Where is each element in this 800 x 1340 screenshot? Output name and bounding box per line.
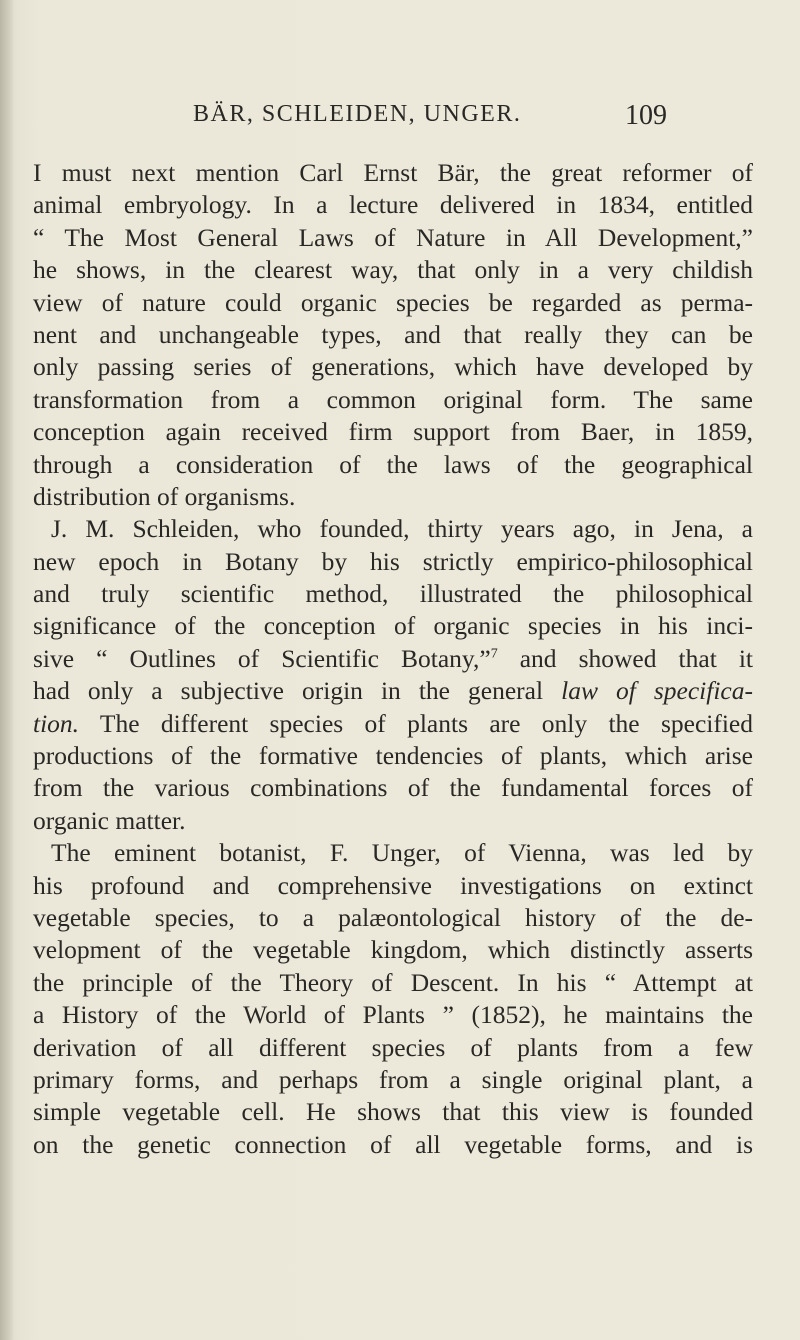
text-line: and truly scientific method, illustrated the philosophical: [33, 579, 753, 609]
text-line: I must next mention Carl Ernst Bär, the great reformer of: [33, 158, 753, 187]
text-span: had only a subjective origin in the general: [33, 676, 562, 706]
body-text: [33, 157, 753, 1161]
text-line: view of nature could organic species be regarded as perma-: [33, 287, 753, 317]
footnote-marker: 7: [490, 646, 498, 662]
text-line: transformation from a common original form. The same: [33, 384, 753, 414]
text-line: from the various combinations of the fundamental forces of: [33, 773, 753, 803]
text-line: he shows, in the clearest way, that only in a very childish: [33, 255, 753, 285]
text-line: a History of the World of Plants ” (1852), he maintains the: [33, 1000, 753, 1030]
text-line: vegetable species, to a palæontological history of the de-: [33, 902, 753, 932]
text-span: and showed that it: [497, 643, 753, 673]
text-line: simple vegetable cell. He shows that this view is founded: [33, 1097, 753, 1127]
text-span: sive “ Outlines of Scientific Botany,”: [33, 643, 491, 673]
text-line: only passing series of generations, which have developed by: [33, 352, 753, 382]
text-line: derivation of all different species of plants from a few: [33, 1032, 753, 1062]
text-line: animal embryology. In a lecture delivered in 1834, entitled: [33, 190, 753, 220]
running-head: [0, 101, 800, 135]
text-line: new epoch in Botany by his strictly empirico-philosophical: [33, 546, 753, 576]
text-line: nent and unchangeable types, and that really they can be: [33, 319, 753, 349]
text-line: significance of the conception of organic species in his inci-: [33, 611, 753, 641]
text-line: “ The Most General Laws of Nature in All Development,”: [33, 222, 753, 252]
text-line: [33, 675, 753, 707]
text-line: The eminent botanist, F. Unger, of Vienna, was led by: [51, 838, 753, 868]
text-line: on the genetic connection of all vegetable forms, and is: [33, 1129, 753, 1159]
text-line: primary forms, and perhaps from a single original plant, a: [33, 1064, 753, 1094]
text-span: The different species of plants are only the specified: [79, 708, 753, 738]
text-line: the principle of the Theory of Descent. In his “ Attempt at: [33, 967, 753, 997]
text-line: J. M. Schleiden, who founded, thirty years ago, in Jena, a: [51, 514, 753, 544]
page-number: 109: [625, 100, 667, 131]
text-line: organic matter.: [33, 805, 186, 835]
text-line: distribution of organisms.: [33, 481, 296, 511]
text-line: [33, 643, 753, 675]
text-line: productions of the formative tendencies of plants, which arise: [33, 741, 753, 771]
running-title: BÄR, SCHLEIDEN, UNGER.: [193, 101, 522, 127]
text-line: conception again received firm support from Baer, in 1859,: [33, 417, 753, 447]
italic-text: law of specifica-: [561, 676, 753, 706]
text-line: his profound and comprehensive investigations on extinct: [33, 870, 753, 900]
text-line: velopment of the vegetable kingdom, which distinctly asserts: [33, 935, 753, 965]
italic-text: tion.: [33, 708, 80, 738]
text-line: through a consideration of the laws of the geographical: [33, 449, 753, 479]
text-line: [33, 708, 753, 740]
gutter-shadow: [0, 0, 14, 1340]
